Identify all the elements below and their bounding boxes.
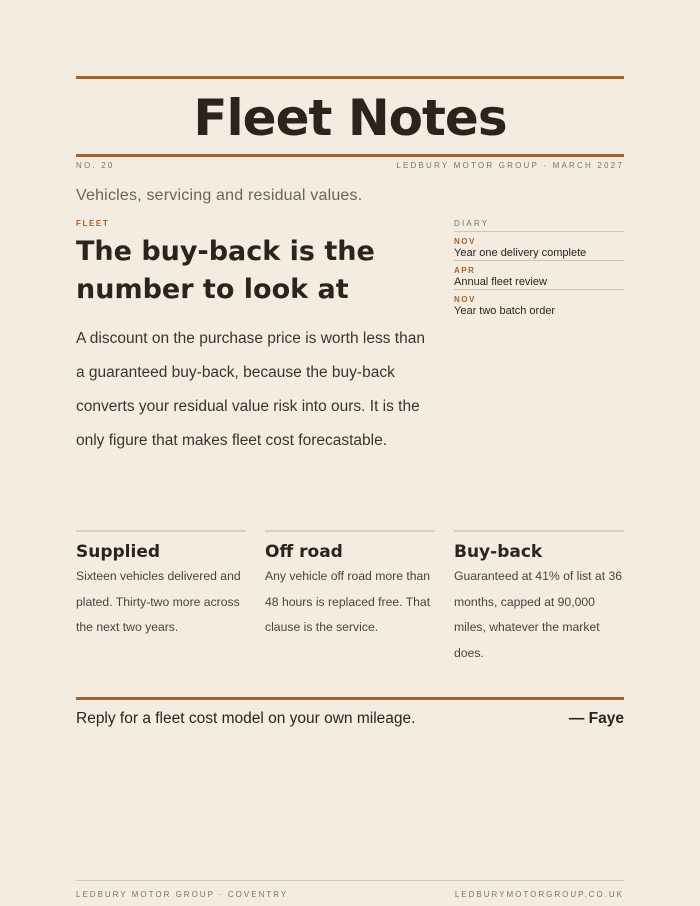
diary-sidebar (454, 219, 624, 318)
diary-item (454, 232, 624, 261)
diary-month: NOV (454, 295, 476, 304)
column-supplied (76, 530, 246, 641)
closing-call-to-action: Reply for a fleet cost model on your own mileage. (76, 710, 416, 727)
diary-item (454, 290, 624, 318)
diary-title: DIARY (454, 219, 624, 232)
closing-rule (76, 697, 624, 700)
diary-item (454, 261, 624, 290)
issue-number: NO. 20 (76, 161, 115, 170)
footer-website-link[interactable]: LEDBURYMOTORGROUP.CO.UK (454, 890, 624, 899)
lead-kicker: FLEET (76, 219, 110, 228)
intro-standfirst: Vehicles, servicing and residual values. (76, 187, 363, 204)
publisher-date: LEDBURY MOTOR GROUP · MARCH 2027 (396, 161, 624, 170)
diary-month: NOV (454, 237, 476, 246)
diary-month: APR (454, 266, 476, 275)
footer-rule (76, 880, 624, 881)
lead-body: A discount on the purchase price is worth less than a guaranteed buy-back, because the buy-back converts your residual value risk into ours. It is the only figure that makes fleet cost forecastable. (76, 330, 425, 449)
column-body: Guaranteed at 41% of list at 36 months, capped at 90,000 miles, whatever the market does. (454, 569, 623, 660)
diary-text: Annual fleet review (454, 276, 547, 288)
masthead-top-rule (76, 76, 624, 79)
column-body: Sixteen vehicles delivered and plated. Thirty-two more across the next two years. (76, 569, 241, 634)
column-heading: Buy-back (454, 542, 543, 562)
lead-headline: The buy-back is the number to look at (76, 236, 375, 305)
column-buy-back (454, 530, 624, 666)
footer-address: LEDBURY MOTOR GROUP · COVENTRY (76, 890, 289, 899)
signature: — Faye (568, 710, 624, 727)
diary-text: Year two batch order (454, 305, 556, 317)
masthead-title: Fleet Notes (193, 89, 507, 147)
column-heading: Off road (265, 542, 343, 562)
masthead-bottom-rule (76, 154, 624, 157)
diary-text: Year one delivery complete (454, 247, 587, 259)
column-heading: Supplied (76, 542, 161, 562)
column-body: Any vehicle off road more than 48 hours is replaced free. That clause is the service. (265, 569, 431, 634)
column-off-road (265, 530, 435, 641)
